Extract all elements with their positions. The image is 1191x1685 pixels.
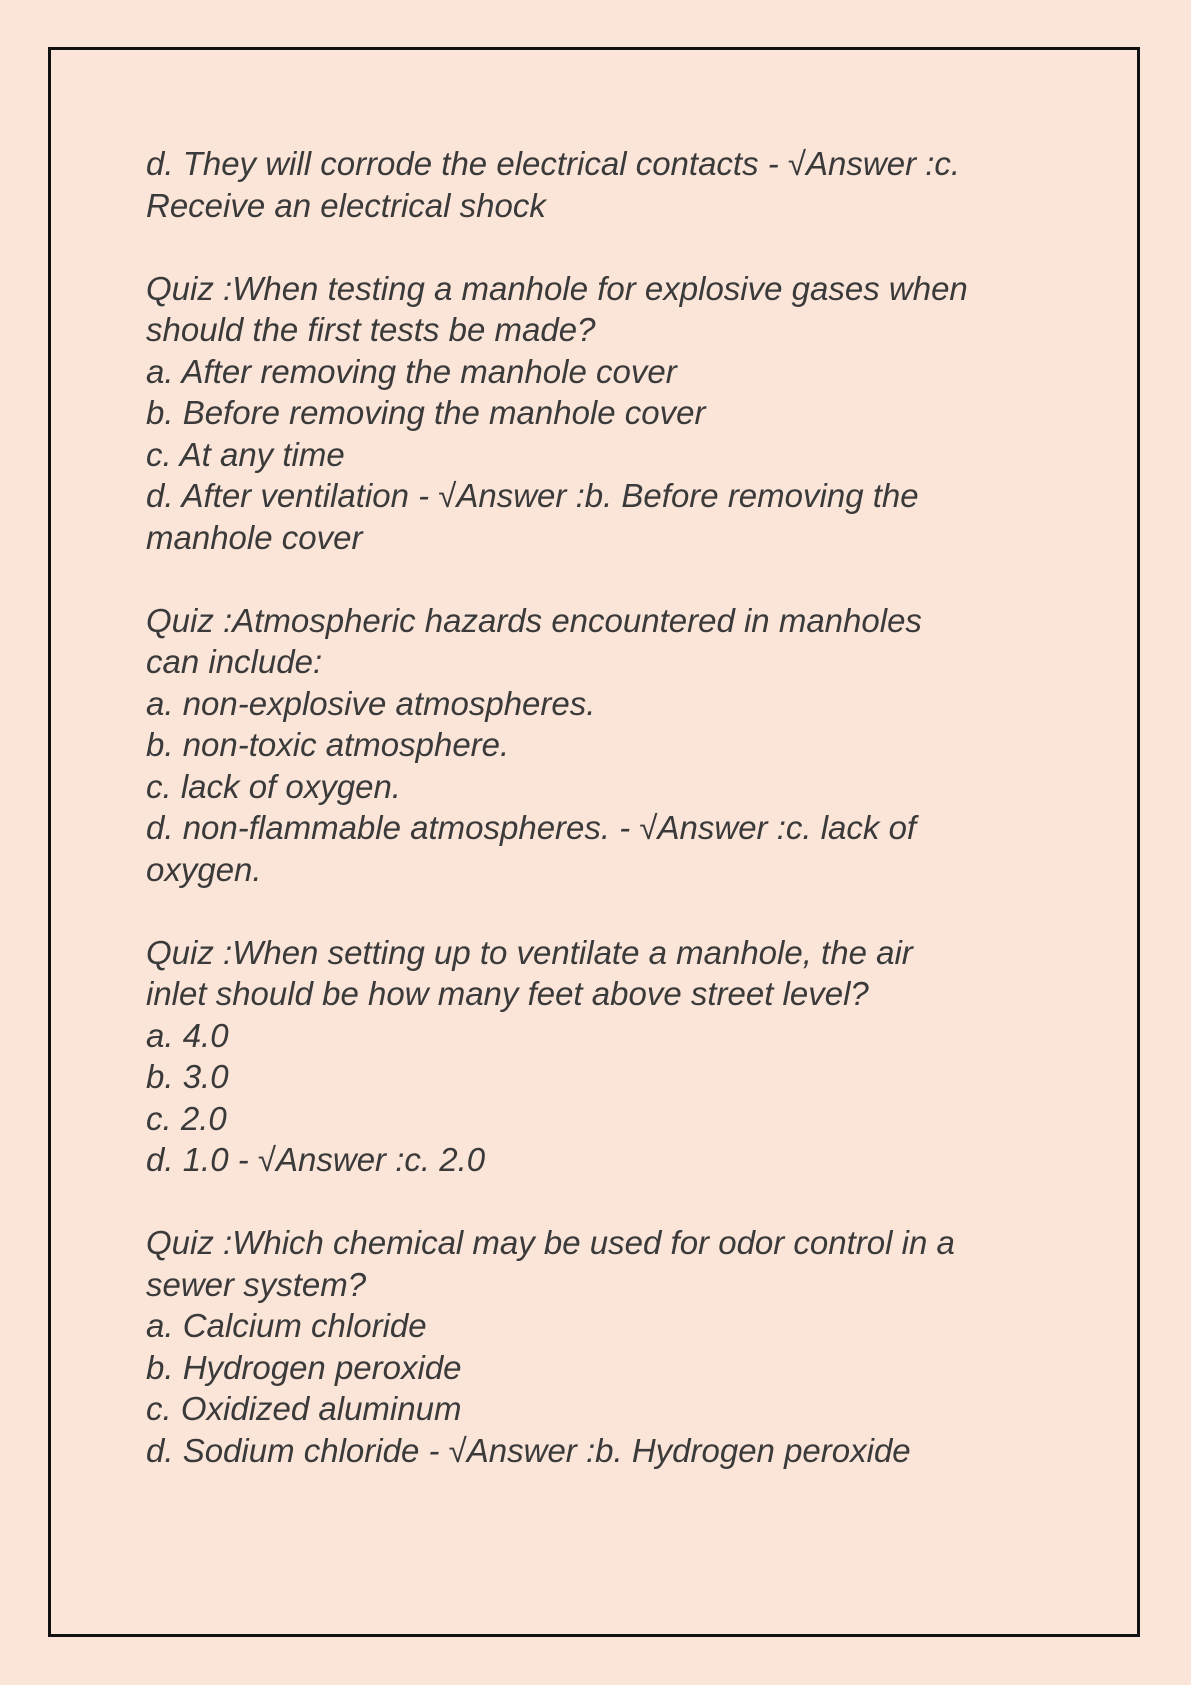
- quiz-block-manhole-gas-test: [146, 268, 1076, 559]
- option-b-line: b. Before removing the manhole cover: [146, 394, 706, 431]
- option-c-line: c. Oxidized aluminum: [146, 1390, 462, 1427]
- answer-continuation-line: oxygen.: [146, 850, 262, 888]
- question-line: should the first tests be made?: [146, 311, 596, 348]
- question-line: sewer system?: [146, 1265, 367, 1303]
- quiz-block-ventilation-inlet: [146, 932, 1076, 1181]
- quiz-block-atmospheric-hazards: [146, 600, 1076, 891]
- question-line: can include:: [146, 643, 323, 680]
- question-line: inlet should be how many feet above street level?: [146, 975, 869, 1012]
- question-line: Quiz :When setting up to ventilate a manhole, the air: [146, 933, 913, 971]
- question-line: Quiz :Which chemical may be used for odor control in a: [146, 1224, 955, 1261]
- option-a-line: a. After removing the manhole cover: [146, 352, 677, 390]
- option-d-answer-line: d. 1.0 - √Answer :c. 2.0: [146, 1141, 486, 1178]
- option-c-line: c. At any time: [146, 435, 345, 473]
- option-a-line: a. Calcium chloride: [146, 1307, 427, 1344]
- quiz-block-answer-continuation: [146, 143, 1076, 226]
- option-a-line: a. 4.0: [146, 1016, 229, 1054]
- question-line: Quiz :Atmospheric hazards encountered in manholes: [146, 601, 922, 639]
- option-b-line: b. non-toxic atmosphere.: [146, 726, 510, 763]
- option-c-line: c. 2.0: [146, 1099, 227, 1137]
- option-c-line: c. lack of oxygen.: [146, 767, 401, 805]
- answer-continuation-line: Receive an electrical shock: [146, 186, 546, 224]
- option-d-answer-line: d. non-flammable atmospheres. - √Answer :c. lack of: [146, 809, 917, 846]
- quiz-block-odor-control: [146, 1222, 1076, 1471]
- answer-continuation-line: manhole cover: [146, 518, 363, 556]
- option-d-answer-line: d. After ventilation - √Answer :b. Before removing the: [146, 477, 919, 514]
- option-b-line: b. 3.0: [146, 1058, 229, 1095]
- quiz-content: [146, 143, 1076, 1513]
- question-line: Quiz :When testing a manhole for explosive gases when: [146, 269, 968, 307]
- option-b-line: b. Hydrogen peroxide: [146, 1348, 462, 1386]
- option-a-line: a. non-explosive atmospheres.: [146, 684, 596, 722]
- option-d-answer-line: d. Sodium chloride - √Answer :b. Hydrogen peroxide: [146, 1431, 911, 1469]
- option-d-line: d. They will corrode the electrical contacts - √Answer :c.: [146, 145, 961, 182]
